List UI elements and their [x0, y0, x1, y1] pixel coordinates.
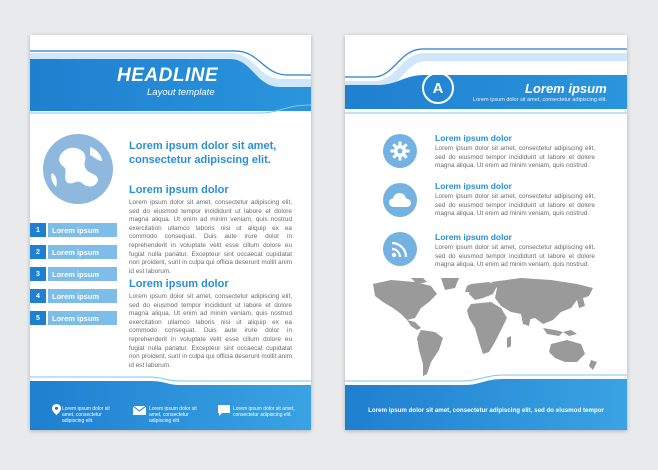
- feature-icon: [383, 134, 417, 168]
- gear-icon: [390, 141, 410, 161]
- speech-bubble-icon: [218, 405, 230, 416]
- back-page-title: Lorem ipsum: [525, 81, 607, 96]
- item-number: 4: [30, 289, 46, 303]
- section-title: Lorem ipsum dolor: [129, 184, 229, 196]
- numbered-list-item: [30, 289, 117, 303]
- item-label: Lorem ipsum: [48, 245, 117, 259]
- numbered-list-item: [30, 311, 117, 325]
- item-number: 1: [30, 223, 46, 237]
- item-number: 3: [30, 267, 46, 281]
- footer-address-text: Lorem ipsum dolor sit amet, consectetur adipiscing elit.: [62, 406, 110, 424]
- feature-title: Lorem ipsum dolor: [435, 232, 512, 242]
- feature-title: Lorem ipsum dolor: [435, 133, 512, 143]
- cloud-icon: [389, 193, 411, 207]
- item-label: Lorem ipsum: [48, 311, 117, 325]
- section-body: Lorem ipsum dolor sit amet, consectetur adipiscing elit, sed do eiusmod tempor incididunt ut labore et dolore magna aliqua. Ut enim ad minim veniam, quis nostrud exercitation ullamco laboris nisi ut aliquip ex ea commodo consequat. Duis aute irure dolor in reprehenderit in voluptate velit esse cillum dolore eu fugiat nulla pariatur. Excepteur sint occaecat cupidatat non proident, sunt in culpa qui officia deserunt mollit anim id est laborum.: [129, 293, 292, 369]
- logo-badge: A: [422, 72, 454, 104]
- item-label: Lorem ipsum: [48, 223, 117, 237]
- feature-body: Lorem ipsum dolor sit amet, consectetur adipiscing elit, sed do eiusmod tempor incididunt ut labore et dolore magna aliqua. Ut enim ad minim veniam, quis nostrud.: [435, 145, 595, 170]
- wifi-signal-icon: [391, 240, 409, 258]
- footer-email-text: Lorem ipsum dolor sit amet, consectetur adipiscing elit.: [149, 406, 197, 424]
- numbered-list-item: [30, 223, 117, 237]
- feature-body: Lorem ipsum dolor sit amet, consectetur adipiscing elit, sed do eiusmod tempor incididunt ut labore et dolore magna aliqua. Ut enim ad minim veniam, quis nostrud.: [435, 193, 595, 218]
- footer-wave-band: [345, 373, 627, 430]
- numbered-list-item: [30, 267, 117, 281]
- feature-title: Lorem ipsum dolor: [435, 181, 512, 191]
- section-title: Lorem ipsum dolor: [129, 278, 229, 290]
- footer-message-text: Lorem ipsum dolor sit amet, consectetur adipiscing elit.: [233, 406, 295, 418]
- item-number: 2: [30, 245, 46, 259]
- feature-body: Lorem ipsum dolor sit amet, consectetur adipiscing elit, sed do eiusmod tempor incididunt ut labore et dolore magna aliqua. Ut enim ad minim veniam, quis nostrud.: [435, 244, 595, 269]
- item-label: Lorem ipsum: [48, 267, 117, 281]
- feature-icon: [383, 232, 417, 266]
- numbered-list-item: [30, 245, 117, 259]
- headline-subtitle: Layout template: [147, 87, 215, 98]
- feature-icon: [383, 183, 417, 217]
- flyer-front-page: [30, 35, 311, 430]
- flyer-back-page: [345, 35, 627, 430]
- back-page-subtitle: Lorem ipsum dolor sit amet, consectetur adipiscing elit.: [473, 97, 607, 103]
- lead-text: Lorem ipsum dolor sit amet, consectetur adipiscing elit.: [129, 140, 277, 166]
- item-label: Lorem ipsum: [48, 289, 117, 303]
- world-map-image: [371, 278, 603, 378]
- globe-icon: [42, 133, 114, 205]
- item-number: 5: [30, 311, 46, 325]
- headline: HEADLINE: [117, 65, 219, 86]
- location-pin-icon: [52, 404, 61, 415]
- section-body: Lorem ipsum dolor sit amet, consectetur adipiscing elit, sed do eiusmod tempor incididunt ut labore et dolore magna aliqua. Ut enim ad minim veniam, quis nostrud exercitation ullamco laboris nisi ut aliquip ex ea commodo consequat. Duis aute irure dolor in reprehenderit in voluptate velit esse cillum dolore eu fugiat nulla pariatur. Excepteur sint occaecat cupidatat non proident, sunt in culpa qui officia deserunt mollit anim id est laborum.: [129, 199, 292, 275]
- envelope-icon: [133, 406, 146, 415]
- back-footer-text: Lorem ipsum dolor sit amet, consectetur adipiscing elit, sed do eiusmod tempor: [368, 407, 604, 414]
- header-wave-band: [345, 35, 627, 117]
